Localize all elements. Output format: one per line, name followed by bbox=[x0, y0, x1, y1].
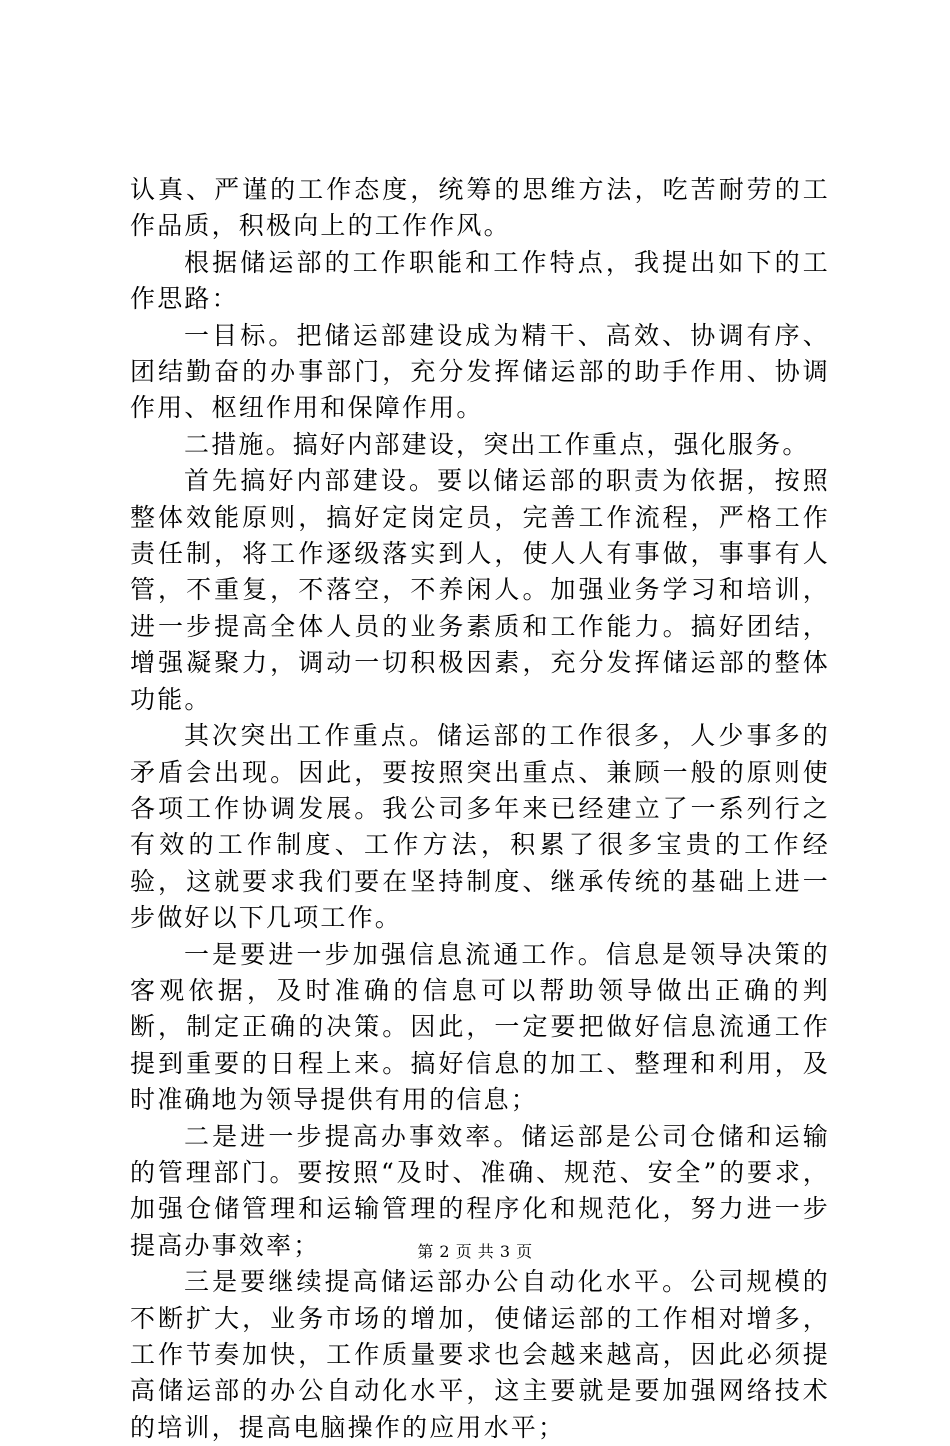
paragraph-continuation: 认真、严谨的工作态度，统筹的思维方法，吃苦耐劳的工作品质，积极向上的工作作风。 bbox=[130, 175, 830, 241]
paragraph-information-flow: 一是要进一步加强信息流通工作。信息是领导决策的客观依据，及时准确的信息可以帮助领导做出正确的判断，制定正确的决策。因此，一定要把做好信息流通工作提到重要的日程上来。搞好信息的加工、整理和利用，及时准确地为领导提供有用的信息； bbox=[130, 939, 830, 1115]
paragraph-work-ideas-intro: 根据储运部的工作职能和工作特点，我提出如下的工作思路： bbox=[130, 247, 830, 314]
paragraph-office-automation: 三是要继续提高储运部办公自动化水平。公司规模的不断扩大，业务市场的增加，使储运部的工作相对增多，工作节奏加快，工作质量要求也会越来越高，因此必须提高储运部的办公自动化水平，这主要就是要加强网络技术的培训，提高电脑操作的应用水平； bbox=[130, 1267, 830, 1442]
paragraph-key-work: 其次突出工作重点。储运部的工作很多，人少事多的矛盾会出现。因此，要按照突出重点、兼顾一般的原则使各项工作协调发展。我公司多年来已经建立了一系列行之有效的工作制度、工作方法，积累了很多宝贵的工作经验，这就要求我们要在坚持制度、继承传统的基础上进一步做好以下几项工作。 bbox=[130, 721, 830, 933]
paragraph-internal-building: 首先搞好内部建设。要以储运部的职责为依据，按照整体效能原则，搞好定岗定员，完善工作流程，严格工作责任制，将工作逐级落实到人，使人人有事做，事事有人管，不重复，不落空，不养闲人。加强业务学习和培训，进一步提高全体人员的业务素质和工作能力。搞好团结，增强凝聚力，调动一切积极因素，充分发挥储运部的整体功能。 bbox=[130, 466, 830, 714]
paragraph-efficiency: 二是进一步提高办事效率。储运部是公司仓储和运输的管理部门。要按照“及时、准确、规范、安全”的要求，加强仓储管理和运输管理的程序化和规范化，努力进一步提高办事效率； bbox=[130, 1121, 830, 1260]
paragraph-measures: 二措施。搞好内部建设，突出工作重点，强化服务。 bbox=[184, 429, 810, 459]
paragraph-goal: 一目标。把储运部建设成为精干、高效、协调有序、团结勤奋的办事部门，充分发挥储运部的助手作用、协调作用、枢纽作用和保障作用。 bbox=[130, 320, 830, 423]
page-number-footer: 第 2 页 共 3 页 bbox=[417, 1242, 533, 1261]
